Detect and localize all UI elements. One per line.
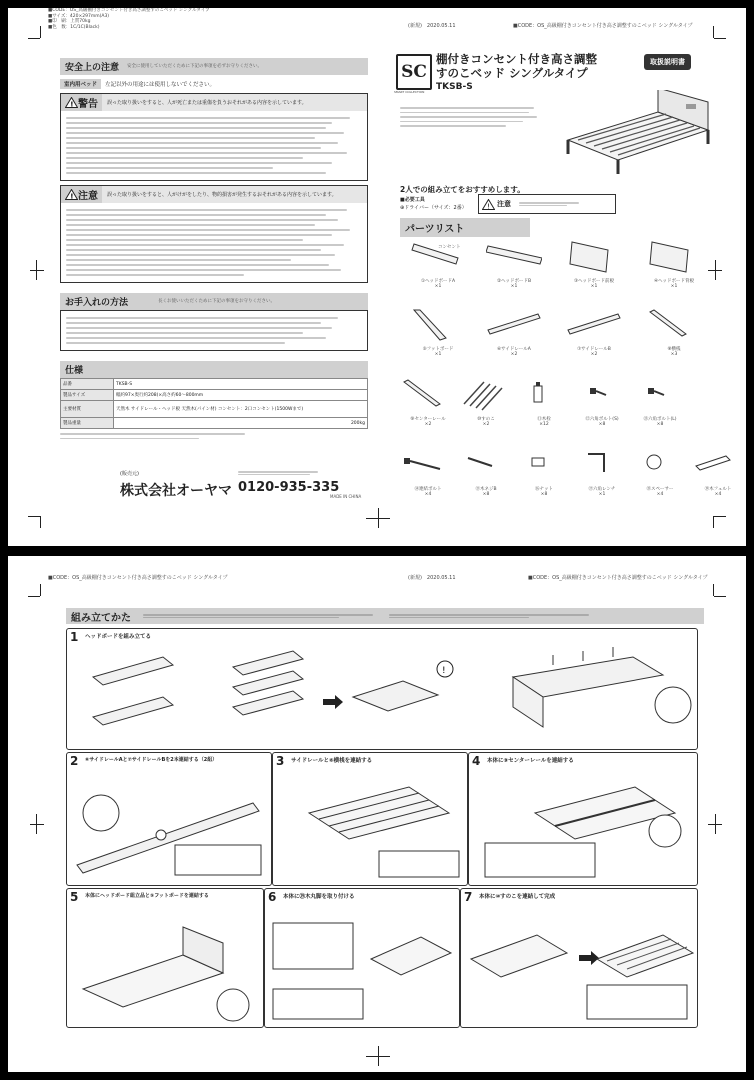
part-qty: ×3 [670,352,678,357]
spec-label: 製品重量 [61,418,114,429]
part-item [476,308,552,372]
warning-triangle-icon [65,97,78,108]
page1-header-right: ■CODE：OS_高級棚付きコンセント付き高さ調整すのこベッド シングルタイプ [513,23,693,29]
crop-mark [28,38,40,39]
step-3 [272,752,468,886]
part-qty: ×2 [510,352,518,357]
part-illustration [458,448,514,482]
part-illustration [410,308,466,342]
crop-mark [714,516,726,517]
svg-text:!: ! [442,666,446,676]
spec-label: 品番 [61,379,114,390]
part-qty: ×8 [598,422,606,427]
part-qty: ×1 [510,284,518,289]
part-name: ⑪木栓 [537,417,551,422]
svg-text:!: ! [70,192,74,200]
caution-icon [482,199,495,210]
step-2 [66,752,272,886]
spec-value: 幅約97×奥行約208(×高さ約60〜800mm [114,390,368,401]
caution-label: 注意 [78,191,98,202]
step-1 [66,628,698,750]
brand-logo: SC [396,54,432,90]
part-qty: ×4 [656,492,664,497]
page2-header-left: ■CODE：OS_高級棚付きコンセント付き高さ調整すのこベッド シングルタイプ [48,575,228,581]
step-5 [66,888,264,1028]
register-mark [378,1046,379,1066]
part-illustration [566,240,622,274]
part-illustration [690,448,746,482]
indoor-text: 左記以外の用途には使用しないでください。 [105,82,216,88]
part-name: ①ヘッドボードA [420,279,456,284]
spec-title: 仕様 [65,366,84,376]
step-title: ヘッドボードを組み立てる [85,634,152,640]
part-illustration [632,448,688,482]
svg-text:!: ! [70,100,74,108]
part-item [400,308,476,372]
part-qty: ×1 [670,284,678,289]
warning-text: 誤った取り扱いをすると、人が死亡または重傷を負うおそれがある内容を示しています。 [107,100,307,106]
page2-header-right: ■CODE：OS_高級棚付きコンセント付き高さ調整すのこベッド シングルタイプ [528,575,708,581]
part-illustration [574,448,630,482]
indoor-label: 室内用ベッド [60,79,101,89]
part-name: ⑭連結ボルト [414,487,442,492]
crop-mark [713,584,714,596]
caution-text: 誤った取り扱いをすると、人がけがをしたり、物的損害が発生するおそれがある内容を示しています。 [107,192,337,198]
part-illustration [486,240,542,274]
part-item [400,378,456,442]
caution-box [60,185,368,283]
step-7-illustration [467,909,695,1023]
safety-title-bar [60,58,368,75]
step-title: 本体にヘッドボード組立品と⑤フットボードを連結する [85,893,209,899]
register-mark [36,260,37,280]
brand-logo-sub: SMART COLLECTION [394,90,425,94]
part-name: ③ヘッドボード前板 [573,279,615,284]
spec-value: 天然木 サイドレール・ヘッド板 天然木(パイン材) コンセント：2口コンセント(1500Wまで) [114,401,368,418]
product-title-line1: 棚付きコンセント付き高さ調整 [436,52,597,66]
part-item [556,308,632,372]
safety-title: 安全上の注意 [65,63,120,73]
spec-label: 製品サイズ [61,390,114,401]
seller-label: (販売元) [120,471,139,477]
step-6 [264,888,460,1028]
part-qty: ×1 [590,284,598,289]
register-mark [30,270,44,271]
caution-lines [61,203,367,282]
spec-value: 200kg [114,418,368,429]
step-title: ⑥サイドレールAと⑦サイドレールBを2本連結する（2組） [85,757,218,763]
part-item [400,448,456,512]
step-5-illustration [73,909,261,1023]
part-item [458,448,514,512]
part-item [516,448,572,512]
part-name: ⑱スペーサー [646,487,674,492]
part-item [632,378,688,442]
part-name: ⑰六角レンチ [588,487,616,492]
phone-number: 0120-935-335 [238,480,340,495]
caution-head [61,186,367,203]
spec-table [60,378,368,429]
phone-hours [238,470,318,476]
step-number: 2 [70,754,79,768]
part-name: ⑦サイドレールB [577,347,611,352]
step-title: 本体に⑲木丸脚を取り付ける [283,894,355,900]
part-qty: ×2 [482,422,490,427]
part-illustration [400,448,456,482]
step-number: 4 [472,754,481,768]
part-qty: ×8 [540,492,548,497]
indoor-row [60,79,368,89]
part-name: ⑮木ネジB [475,487,497,492]
tools-caution-label: 注意 [497,200,511,208]
warning-head [61,94,367,111]
crop-mark [40,584,41,596]
warning-box [60,93,368,181]
part-item [556,240,632,304]
product-model: TKSB-S [436,82,473,92]
crop-mark [713,516,714,528]
tools-value: ⊕ドライバー（サイズ：2番） [400,205,467,211]
step-6-illustration [271,909,457,1023]
parts-title-bar [400,218,530,237]
part-item [574,378,630,442]
warning-label: 警告 [78,99,98,110]
part-name: ⑧横桟 [667,347,681,352]
step-number: 6 [268,890,277,904]
part-name: ⑬六角ボルト(L) [643,417,677,422]
step-title: 本体に⑨センターレールを連結する [487,758,574,764]
part-qty: ×12 [539,422,549,427]
step-1-illustration [73,647,693,747]
part-name: ⑲木フェルト [704,487,732,492]
part-qty: ×4 [424,492,432,497]
step-4-illustration [475,773,695,881]
care-title: お手入れの方法 [65,298,129,308]
spec-notes [60,433,368,439]
crop-mark [713,26,714,38]
part-qty: ×8 [482,492,490,497]
tools-label: ■必要工具 [400,197,425,203]
care-title-bar [60,293,368,310]
step-number: 1 [70,630,79,644]
spec-label: 主要材質 [61,401,114,418]
part-illustration [458,378,514,412]
crop-mark [28,516,40,517]
crop-mark [714,38,726,39]
step-3-illustration [279,773,465,881]
assembly-title: 組み立てかた [71,612,131,624]
part-name: ⑥サイドレールA [497,347,531,352]
company-name: 株式会社オーヤマ [120,483,232,499]
part-illustration [632,378,688,412]
crop-mark [714,596,726,597]
part-name: ⑩すのこ [477,417,495,422]
care-note: 長くお使いいただくために下記の事項をお守りください。 [158,298,276,304]
part-illustration [574,378,630,412]
part-illustration [400,378,456,412]
caution-triangle-icon [65,189,78,200]
page2-header-mid: (新規) 2020.05.11 [408,575,456,581]
part-name: ⑤フットボード [422,347,454,352]
parts-title: パーツリスト [405,224,465,235]
step-title: サイドレールと⑧横桟を連結する [291,758,373,764]
step-4 [468,752,698,886]
part-item [476,240,552,304]
part-illustration [566,308,622,342]
crop-mark [40,516,41,528]
part-item [458,378,514,442]
assembly-title-bar [66,608,704,624]
part-name: ⑫六角ボルト(S) [585,417,619,422]
register-mark [378,508,379,528]
spec-title-bar [60,361,368,378]
register-mark [36,814,37,834]
part-name: ⑨センターレール [410,417,446,422]
safety-title-note: 安全に使用していただくために下記の事項を必ずお守りください。 [127,63,263,69]
product-title [436,52,597,94]
part-name: ②ヘッドボードB [496,279,532,284]
crop-mark [28,596,40,597]
part-illustration [516,378,572,412]
svg-text:!: ! [487,202,491,210]
intro-text [400,104,540,130]
part-qty: ×1 [434,284,442,289]
step-number: 3 [276,754,285,768]
part-name: ④ヘッドボード背板 [653,279,695,284]
part-name: ⑯ナット [535,487,553,492]
assembly-note: 2人での組み立てをおすすめします。 [400,185,525,194]
part-illustration [646,240,702,274]
step-title: 本体に⑩すのこを連結して完成 [479,894,556,900]
manual-page-1 [8,8,746,546]
product-title-line2: すのこベッド シングルタイプ [436,66,588,80]
part-qty: ×1 [598,492,606,497]
warning-lines [61,111,367,180]
made-in: MADE IN CHINA [330,494,362,499]
spec-value: TKSB-S [114,379,368,390]
part-qty: ×2 [424,422,432,427]
register-mark [715,814,716,834]
step-number: 7 [464,890,473,904]
care-lines [60,310,368,351]
register-mark [30,824,44,825]
part-qty: ×2 [590,352,598,357]
step-7 [460,888,698,1028]
step-2-illustration [73,773,269,881]
part-qty: ×1 [434,352,442,357]
part-item [516,378,572,442]
warning-label-wrap [61,94,102,111]
tools-caution-box [478,194,616,214]
part-illustration [646,308,702,342]
part-callout: コンセント [438,245,461,250]
safety-section [60,58,368,442]
register-mark [715,260,716,280]
bed-illustration [548,90,728,180]
crop-mark [40,26,41,38]
caution-label-wrap [61,186,102,203]
page1-header-left: ■CODE：OS_高級棚付きコンセント付き高さ調整すのこベッド シングルタイプ ■サイズ：420×297mm(A3) ■印 刷：上質70kg ■色 数：1C/1C(Black) [48,8,210,30]
part-item [574,448,630,512]
part-item [636,308,712,372]
page1-header-mid: (新規) 2020.05.11 [408,23,456,29]
part-qty: ×8 [656,422,664,427]
part-item [636,240,712,304]
manual-page-2 [8,556,746,1072]
manual-badge: 取扱説明書 [644,54,691,70]
part-illustration [486,308,542,342]
step-number: 5 [70,890,79,904]
part-item [690,448,746,512]
part-item [632,448,688,512]
part-illustration [516,448,572,482]
part-qty: ×4 [714,492,722,497]
